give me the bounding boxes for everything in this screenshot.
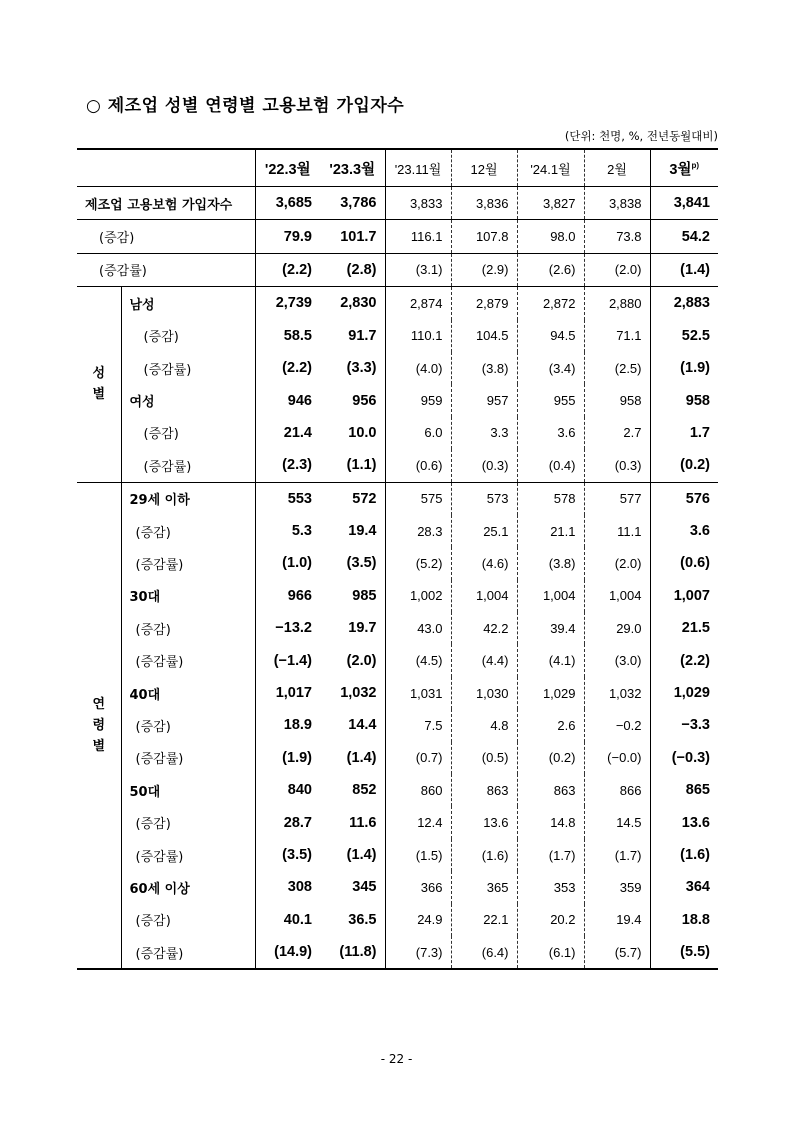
- table-row: [77, 384, 718, 416]
- table-cell: 12.4: [385, 806, 451, 838]
- table-cell: (−0.3): [650, 742, 718, 774]
- table-cell: (0.6): [650, 547, 718, 579]
- col-header: '23.11월: [385, 149, 451, 187]
- table-cell: 575: [385, 482, 451, 515]
- group-label-char: 연: [92, 696, 106, 712]
- table-body: [77, 187, 718, 970]
- table-cell: 52.5: [650, 320, 718, 352]
- table-cell: 852: [352, 782, 377, 799]
- table-cell: (5.7): [584, 936, 650, 969]
- table-row: [77, 612, 718, 644]
- col-header: '23.3월: [320, 149, 385, 187]
- table-cell: (0.2): [517, 742, 584, 774]
- table-row: [77, 287, 718, 320]
- table-cell: 957: [451, 384, 517, 416]
- row-label: (증감): [121, 904, 255, 936]
- row-label: 29세 이하: [121, 482, 255, 515]
- table-row: [77, 871, 718, 903]
- table-row: [77, 904, 718, 936]
- table-cell: 3,685: [255, 187, 320, 220]
- col-header: 12월: [451, 149, 517, 187]
- table-cell: 553: [255, 482, 320, 515]
- table-cell: 956: [352, 392, 377, 409]
- table-cell: 3,841: [650, 187, 718, 220]
- table-cell: 43.0: [385, 612, 451, 644]
- table-cell: (2.6): [517, 253, 584, 286]
- table-cell: (1.4): [346, 847, 377, 863]
- table-cell: (4.4): [451, 644, 517, 676]
- table-cell: 308: [255, 871, 320, 903]
- row-label: 50대: [121, 774, 255, 806]
- table-cell: 104.5: [451, 320, 517, 352]
- col-header: '22.3월: [255, 149, 320, 187]
- table-cell: 966: [255, 580, 320, 612]
- table-cell: 19.4: [584, 904, 650, 936]
- table-cell: (0.3): [451, 449, 517, 482]
- table-row: [77, 742, 718, 774]
- table-cell: 572: [352, 490, 377, 507]
- table-cell: 10.0: [348, 424, 377, 441]
- table-cell: (3.4): [517, 352, 584, 384]
- table-cell: 4.8: [451, 709, 517, 741]
- table-cell: (2.2): [650, 644, 718, 676]
- table-cell: 3.6: [650, 515, 718, 547]
- table-cell: 1,029: [650, 677, 718, 709]
- table-cell: (2.2): [255, 352, 320, 384]
- table-cell: (2.3): [255, 449, 320, 482]
- table-cell: (0.2): [650, 449, 718, 482]
- table-row: [77, 547, 718, 579]
- preliminary-mark: p): [691, 160, 700, 170]
- row-label: 60세 이상: [121, 871, 255, 903]
- table-cell: 116.1: [385, 220, 451, 253]
- unit-note: (단위: 천명, %, 전년동월대비): [564, 129, 718, 143]
- table-cell: (0.5): [451, 742, 517, 774]
- table-cell: (5.5): [650, 936, 718, 969]
- table-cell: (5.2): [385, 547, 451, 579]
- table-cell: 2,830: [340, 295, 377, 312]
- table-cell: 958: [584, 384, 650, 416]
- table-cell: 353: [517, 871, 584, 903]
- table-cell: 576: [650, 482, 718, 515]
- table-cell: 3.6: [517, 417, 584, 449]
- table-cell: 11.6: [349, 814, 377, 831]
- table-cell: 1,029: [517, 677, 584, 709]
- group-label-age: [77, 482, 121, 969]
- group-label-char: 령: [92, 717, 106, 733]
- table-cell: 22.1: [451, 904, 517, 936]
- table-cell: (1.6): [650, 839, 718, 871]
- table-cell: (6.4): [451, 936, 517, 969]
- table-row: [77, 580, 718, 612]
- table-cell: 860: [385, 774, 451, 806]
- table-cell: 13.6: [650, 806, 718, 838]
- table-cell: 863: [451, 774, 517, 806]
- table-cell: 573: [451, 482, 517, 515]
- table-cell: 19.4: [348, 523, 377, 540]
- table-cell: (3.1): [385, 253, 451, 286]
- row-label: (증감률): [121, 936, 255, 969]
- table-cell: (1.6): [451, 839, 517, 871]
- table-cell: 3.3: [451, 417, 517, 449]
- table-row: [77, 449, 718, 482]
- table-cell: 840: [255, 774, 320, 806]
- table-cell: 2,880: [584, 287, 650, 320]
- row-label: (증감률): [121, 352, 255, 384]
- table-cell: 110.1: [385, 320, 451, 352]
- section-title: ○ 제조업 성별 연령별 고용보험 가입자수: [86, 96, 405, 116]
- col-header-latest: [650, 149, 718, 187]
- table-cell: 3,838: [584, 187, 650, 220]
- table-cell: 959: [385, 384, 451, 416]
- table-cell: 985: [352, 587, 377, 604]
- table-cell: 1,032: [584, 677, 650, 709]
- table-cell: 54.2: [650, 220, 718, 253]
- table-cell: 79.9: [255, 220, 320, 253]
- table-cell: (4.1): [517, 644, 584, 676]
- table-cell: (7.3): [385, 936, 451, 969]
- table-cell: 2,872: [517, 287, 584, 320]
- table-cell: 29.0: [584, 612, 650, 644]
- table-cell: 958: [650, 384, 718, 416]
- table-cell: 1,032: [340, 685, 377, 702]
- table-cell: 91.7: [348, 327, 377, 344]
- table-cell: 578: [517, 482, 584, 515]
- row-label: (증감): [121, 320, 255, 352]
- table-cell: (1.4): [346, 749, 377, 766]
- row-label: (증감): [121, 515, 255, 547]
- table-cell: 866: [584, 774, 650, 806]
- row-label: (증감률): [121, 449, 255, 482]
- row-label: (증감): [121, 417, 255, 449]
- table-cell: (0.7): [385, 742, 451, 774]
- table-cell: 3,833: [385, 187, 451, 220]
- table-cell: 865: [650, 774, 718, 806]
- table-cell: 14.4: [348, 717, 377, 734]
- table-cell: 1,007: [650, 580, 718, 612]
- table-cell: (4.6): [451, 547, 517, 579]
- table-cell: (−1.4): [255, 644, 320, 676]
- table-cell: 14.5: [584, 806, 650, 838]
- table-row: [77, 187, 718, 220]
- table-cell: (1.5): [385, 839, 451, 871]
- table-cell: 24.9: [385, 904, 451, 936]
- table-cell: 94.5: [517, 320, 584, 352]
- row-label: 30대: [121, 580, 255, 612]
- table-row: [77, 482, 718, 515]
- table-cell: (2.9): [451, 253, 517, 286]
- table-cell: 98.0: [517, 220, 584, 253]
- table-cell: (1.0): [255, 547, 320, 579]
- table-cell: (14.9): [255, 936, 320, 969]
- table-cell: 5.3: [255, 515, 320, 547]
- table-cell: (2.0): [584, 547, 650, 579]
- table-cell: 19.7: [348, 620, 377, 637]
- table-cell: (3.3): [346, 360, 377, 377]
- table-cell: (2.8): [320, 253, 385, 286]
- table-cell: (3.8): [517, 547, 584, 579]
- table-cell: 3,786: [320, 187, 385, 220]
- table-cell: 1,002: [385, 580, 451, 612]
- table-cell: 946: [255, 384, 320, 416]
- group-label-gender: [77, 287, 121, 482]
- table-row: [77, 515, 718, 547]
- table-cell: 73.8: [584, 220, 650, 253]
- table-cell: 28.7: [255, 806, 320, 838]
- table-cell: (1.7): [517, 839, 584, 871]
- table-cell: (3.5): [255, 839, 320, 871]
- col-header: '24.1월: [517, 149, 584, 187]
- row-label: (증감): [121, 612, 255, 644]
- table-cell: 1,031: [385, 677, 451, 709]
- table-cell: 2,739: [255, 287, 320, 320]
- table-cell: (4.0): [385, 352, 451, 384]
- col-header-label: 3월: [669, 161, 692, 178]
- table-cell: 1,017: [255, 677, 320, 709]
- table-cell: 71.1: [584, 320, 650, 352]
- table-cell: 21.4: [255, 417, 320, 449]
- table-cell: (0.6): [385, 449, 451, 482]
- table-cell: 42.2: [451, 612, 517, 644]
- table-cell: 107.8: [451, 220, 517, 253]
- row-label: 40대: [121, 677, 255, 709]
- table-row: [77, 936, 718, 969]
- page-number: - 22 -: [380, 1052, 413, 1066]
- table-cell: 2,879: [451, 287, 517, 320]
- table-cell: 6.0: [385, 417, 451, 449]
- table-cell: 365: [451, 871, 517, 903]
- table-row: [77, 417, 718, 449]
- row-label: (증감률): [77, 253, 255, 286]
- table-cell: 39.4: [517, 612, 584, 644]
- table-cell: 1,004: [517, 580, 584, 612]
- table-cell: (1.7): [584, 839, 650, 871]
- table-row: [77, 774, 718, 806]
- table-cell: (3.5): [346, 555, 377, 572]
- table-cell: 366: [385, 871, 451, 903]
- table-cell: 3,836: [451, 187, 517, 220]
- row-label: (증감률): [121, 547, 255, 579]
- table-cell: 14.8: [517, 806, 584, 838]
- table-row: [77, 320, 718, 352]
- table-row: [77, 806, 718, 838]
- table-cell: (2.2): [255, 253, 320, 286]
- table-cell: 1,004: [451, 580, 517, 612]
- table-cell: 101.7: [320, 220, 385, 253]
- table-cell: 36.5: [348, 911, 377, 928]
- table-cell: 364: [650, 871, 718, 903]
- table-cell: 359: [584, 871, 650, 903]
- table-cell: 2,874: [385, 287, 451, 320]
- row-label: (증감): [121, 709, 255, 741]
- table-cell: 58.5: [255, 320, 320, 352]
- table-cell: 863: [517, 774, 584, 806]
- table-row: [77, 220, 718, 253]
- table-cell: 2.6: [517, 709, 584, 741]
- table-cell: 20.2: [517, 904, 584, 936]
- table-cell: 21.1: [517, 515, 584, 547]
- row-label: 남성: [121, 287, 255, 320]
- table-cell: 3,827: [517, 187, 584, 220]
- table-cell: (0.3): [584, 449, 650, 482]
- table-row: [77, 253, 718, 286]
- table-cell: 1.7: [650, 417, 718, 449]
- employment-insurance-table: [77, 148, 718, 970]
- table-cell: 577: [584, 482, 650, 515]
- table-cell: (2.5): [584, 352, 650, 384]
- row-label: (증감률): [121, 839, 255, 871]
- row-label: (증감): [121, 806, 255, 838]
- table-row: [77, 839, 718, 871]
- table-cell: (1.4): [650, 253, 718, 286]
- table-cell: 18.9: [255, 709, 320, 741]
- table-cell: (4.5): [385, 644, 451, 676]
- table-row: [77, 709, 718, 741]
- group-label-char: 별: [92, 387, 106, 403]
- table-cell: (1.9): [255, 742, 320, 774]
- table-cell: 21.5: [650, 612, 718, 644]
- header-row: [77, 149, 718, 187]
- table-cell: (−0.0): [584, 742, 650, 774]
- table-cell: (2.0): [584, 253, 650, 286]
- table-cell: (11.8): [320, 936, 385, 969]
- table-cell: 13.6: [451, 806, 517, 838]
- table-cell: (2.0): [346, 652, 377, 669]
- table-cell: 11.1: [584, 515, 650, 547]
- table-cell: 345: [352, 879, 377, 896]
- table-cell: 25.1: [451, 515, 517, 547]
- table-cell: 18.8: [650, 904, 718, 936]
- table-cell: (1.9): [650, 352, 718, 384]
- table-cell: (3.0): [584, 644, 650, 676]
- col-header: 2월: [584, 149, 650, 187]
- table-cell: 28.3: [385, 515, 451, 547]
- row-label: 여성: [121, 384, 255, 416]
- table-cell: 955: [517, 384, 584, 416]
- row-label: (증감률): [121, 742, 255, 774]
- header-blank: [77, 149, 255, 187]
- row-label: 제조업 고용보험 가입자수: [77, 187, 255, 220]
- table-cell: (3.8): [451, 352, 517, 384]
- table-cell: 40.1: [255, 904, 320, 936]
- table-cell: −13.2: [255, 612, 320, 644]
- table-cell: 2,883: [650, 287, 718, 320]
- group-label-char: 성: [92, 366, 106, 382]
- table-cell: −3.3: [650, 709, 718, 741]
- table-cell: (0.4): [517, 449, 584, 482]
- table-cell: −0.2: [584, 709, 650, 741]
- table-cell: 2.7: [584, 417, 650, 449]
- table-row: [77, 352, 718, 384]
- table-cell: (6.1): [517, 936, 584, 969]
- table-row: [77, 677, 718, 709]
- group-label-char: 별: [92, 738, 106, 754]
- row-label: (증감률): [121, 644, 255, 676]
- table-cell: 1,004: [584, 580, 650, 612]
- table-cell: (1.1): [320, 449, 385, 482]
- row-label: (증감): [77, 220, 255, 253]
- table-row: [77, 644, 718, 676]
- table-cell: 1,030: [451, 677, 517, 709]
- table-cell: 7.5: [385, 709, 451, 741]
